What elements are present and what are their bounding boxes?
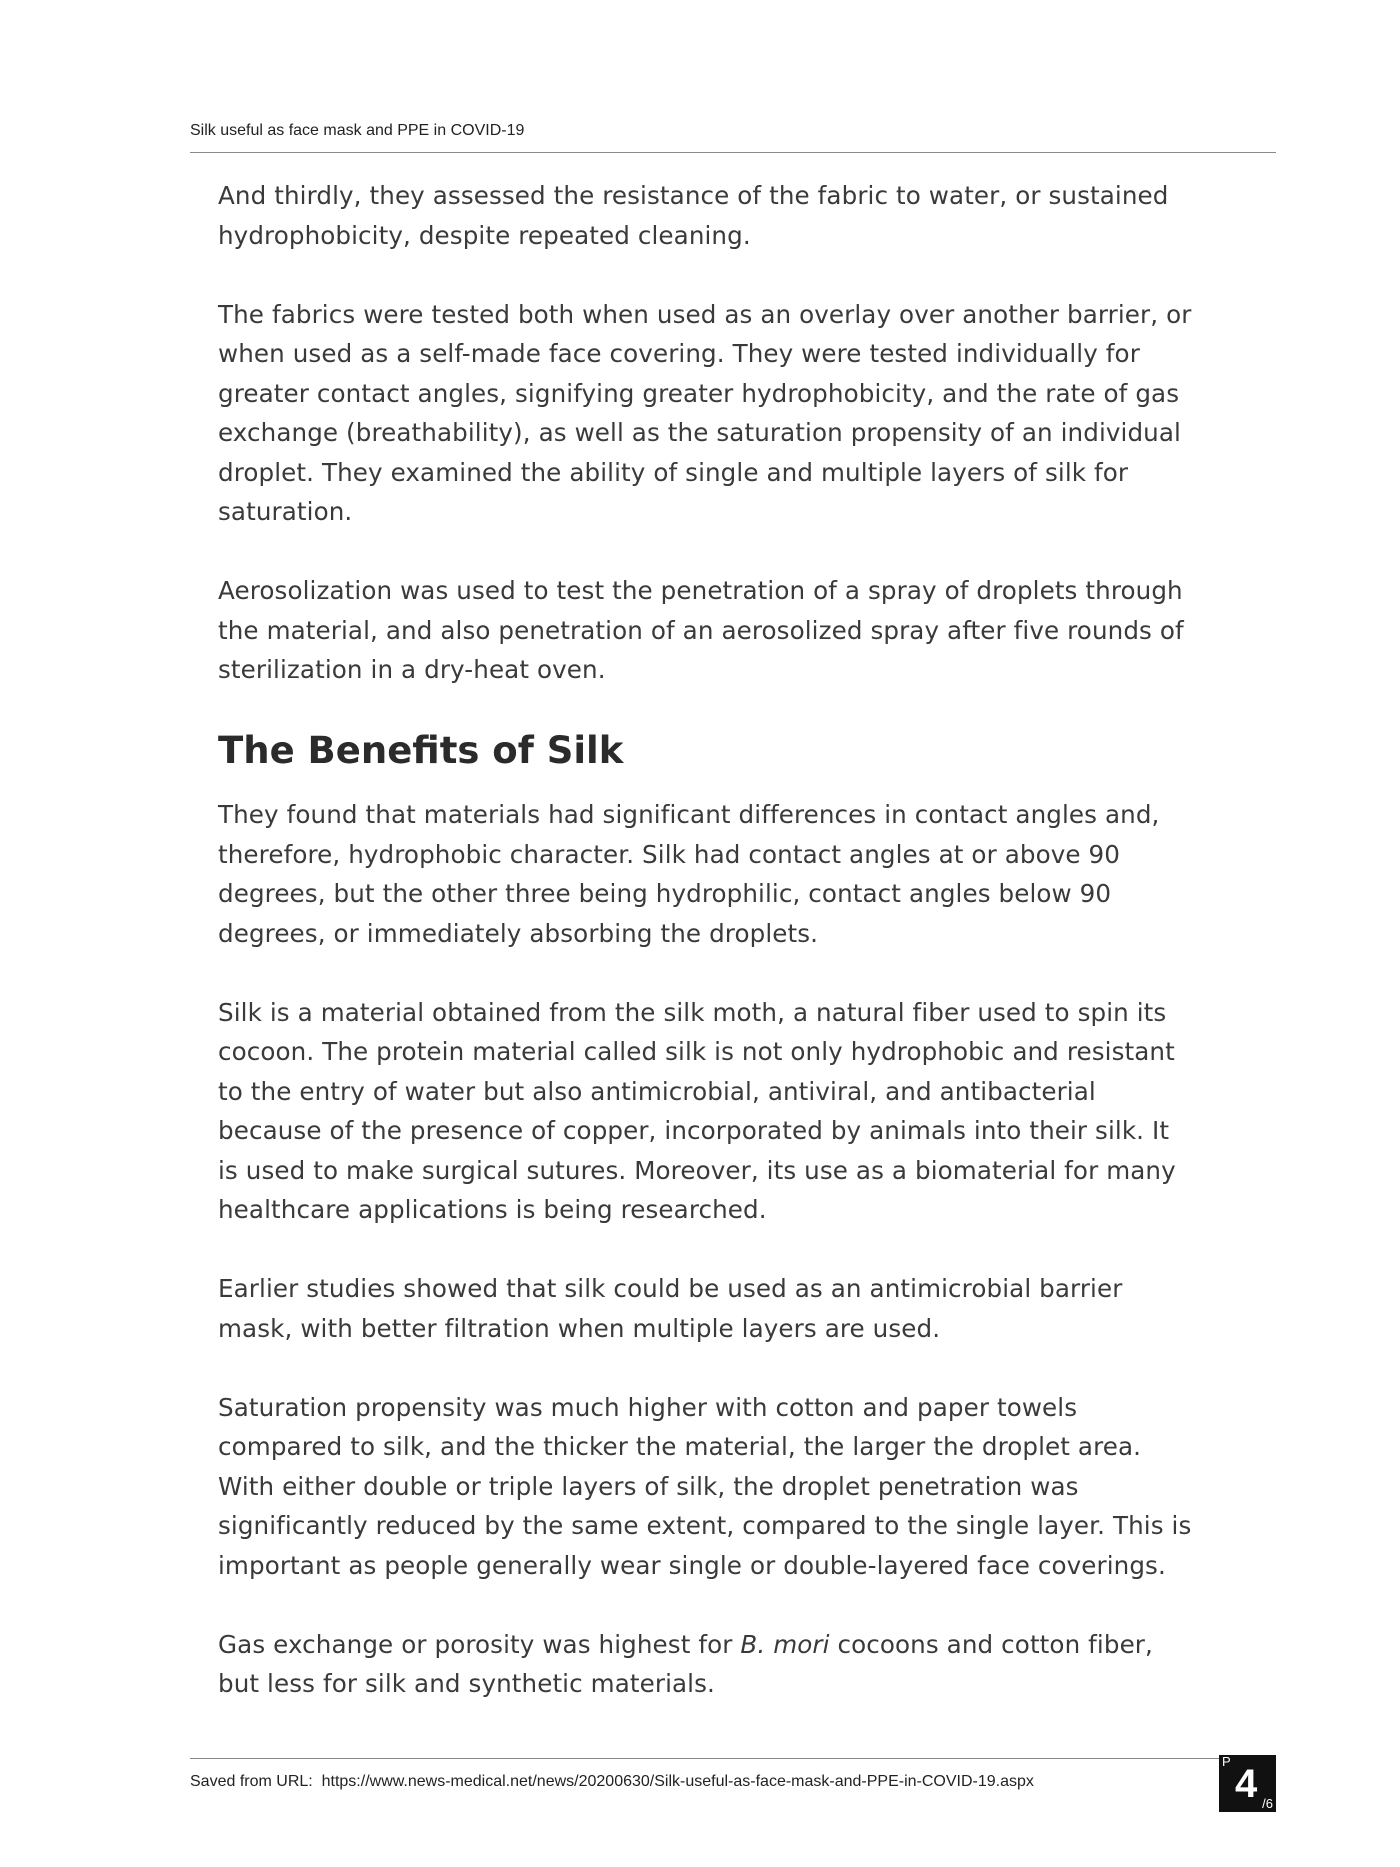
paragraph-line: important as people generally wear single or double-layered face coverings.: [218, 1550, 1166, 1580]
page-number-badge: [1219, 1755, 1276, 1812]
paragraph-line: [218, 1625, 1228, 1665]
paragraph-line: And thirdly, they assessed the resistance of the fabric to water, or sustained: [218, 181, 1169, 210]
paragraph-line: the material, and also penetration of an aerosolized spray after five rounds of: [218, 615, 1184, 645]
paragraph-line: greater contact angles, signifying greater hydrophobicity, and the rate of gas: [218, 378, 1180, 408]
paragraph-line: is used to make surgical sutures. Moreover, its use as a biomaterial for many: [218, 1155, 1176, 1185]
paragraph: [218, 1269, 1228, 1348]
paragraph-line: With either double or triple layers of silk, the droplet penetration was: [218, 1471, 1079, 1501]
page-number: 4: [1235, 1762, 1258, 1806]
paragraph-line: Earlier studies showed that silk could be used as an antimicrobial barrier: [218, 1274, 1123, 1303]
text-run: Gas exchange or porosity was highest for: [218, 1629, 741, 1659]
source-url: https://www.news-medical.net/news/20200630/Silk-useful-as-face-mask-and-PPE-in-COVID-19.aspx: [321, 1773, 1034, 1790]
paragraph-line: degrees, or immediately absorbing the droplets.: [218, 918, 819, 948]
paragraph-line: cocoon. The protein material called silk is not only hydrophobic and resistant: [218, 1037, 1175, 1066]
article-body: [218, 176, 1228, 1743]
paragraph-line: degrees, but the other three being hydrophilic, contact angles below 90: [218, 879, 1112, 908]
text-run: cocoons and cotton fiber,: [829, 1629, 1153, 1659]
page-footer: [190, 1758, 1276, 1790]
species-name: B. mori: [740, 1629, 830, 1659]
paragraph-line: when used as a self-made face covering. They were tested individually for: [218, 339, 1140, 368]
paragraph-line: saturation.: [218, 497, 353, 526]
paragraph-line: sterilization in a dry-heat oven.: [218, 655, 606, 684]
paragraph: [218, 993, 1228, 1230]
paragraph-line: The fabrics were tested both when used as an overlay over another barrier, or: [218, 299, 1192, 329]
paragraph-line: to the entry of water but also antimicrobial, antiviral, and antibacterial: [218, 1076, 1096, 1106]
page-prefix: P: [1222, 1754, 1231, 1769]
paragraphs-before-heading: [218, 176, 1228, 690]
paragraph-line: mask, with better filtration when multiple layers are used.: [218, 1313, 941, 1343]
paragraph: [218, 571, 1228, 690]
document-title: Silk useful as face mask and PPE in COVID-19: [190, 122, 525, 139]
page-total: /6: [1262, 1796, 1273, 1811]
saved-from-label: Saved from URL:: [190, 1773, 313, 1790]
paragraph-line: Saturation propensity was much higher with cotton and paper towels: [218, 1392, 1078, 1422]
paragraph-line: Silk is a material obtained from the silk moth, a natural fiber used to spin its: [218, 997, 1167, 1027]
paragraph-line: significantly reduced by the same extent, compared to the single layer. This is: [218, 1511, 1192, 1540]
paragraphs-after-heading: [218, 795, 1228, 1585]
section-heading: The Benefits of Silk: [218, 729, 624, 772]
paragraph-line: but less for silk and synthetic materials.: [218, 1669, 715, 1698]
paragraph: [218, 176, 1228, 255]
page-header: [190, 118, 1276, 153]
paragraph: [218, 1388, 1228, 1586]
paragraph-line: droplet. They examined the ability of single and multiple layers of silk for: [218, 457, 1129, 487]
paragraph-line: hydrophobicity, despite repeated cleaning.: [218, 220, 751, 250]
paragraph-line: because of the presence of copper, incorporated by animals into their silk. It: [218, 1116, 1170, 1145]
paragraph: [218, 295, 1228, 532]
paragraph-line: They found that materials had significant differences in contact angles and,: [218, 800, 1160, 829]
paragraph: [218, 795, 1228, 953]
paragraph-line: healthcare applications is being researched.: [218, 1195, 767, 1224]
paragraph-line: therefore, hydrophobic character. Silk had contact angles at or above 90: [218, 839, 1121, 869]
source-url-text: [190, 1773, 1034, 1791]
paragraph-line: Aerosolization was used to test the penetration of a spray of droplets through: [218, 576, 1183, 605]
paragraph-line: exchange (breathability), as well as the saturation propensity of an individual: [218, 418, 1181, 447]
paragraph-line: compared to silk, and the thicker the material, the larger the droplet area.: [218, 1432, 1142, 1461]
paragraph: [218, 1625, 1228, 1704]
